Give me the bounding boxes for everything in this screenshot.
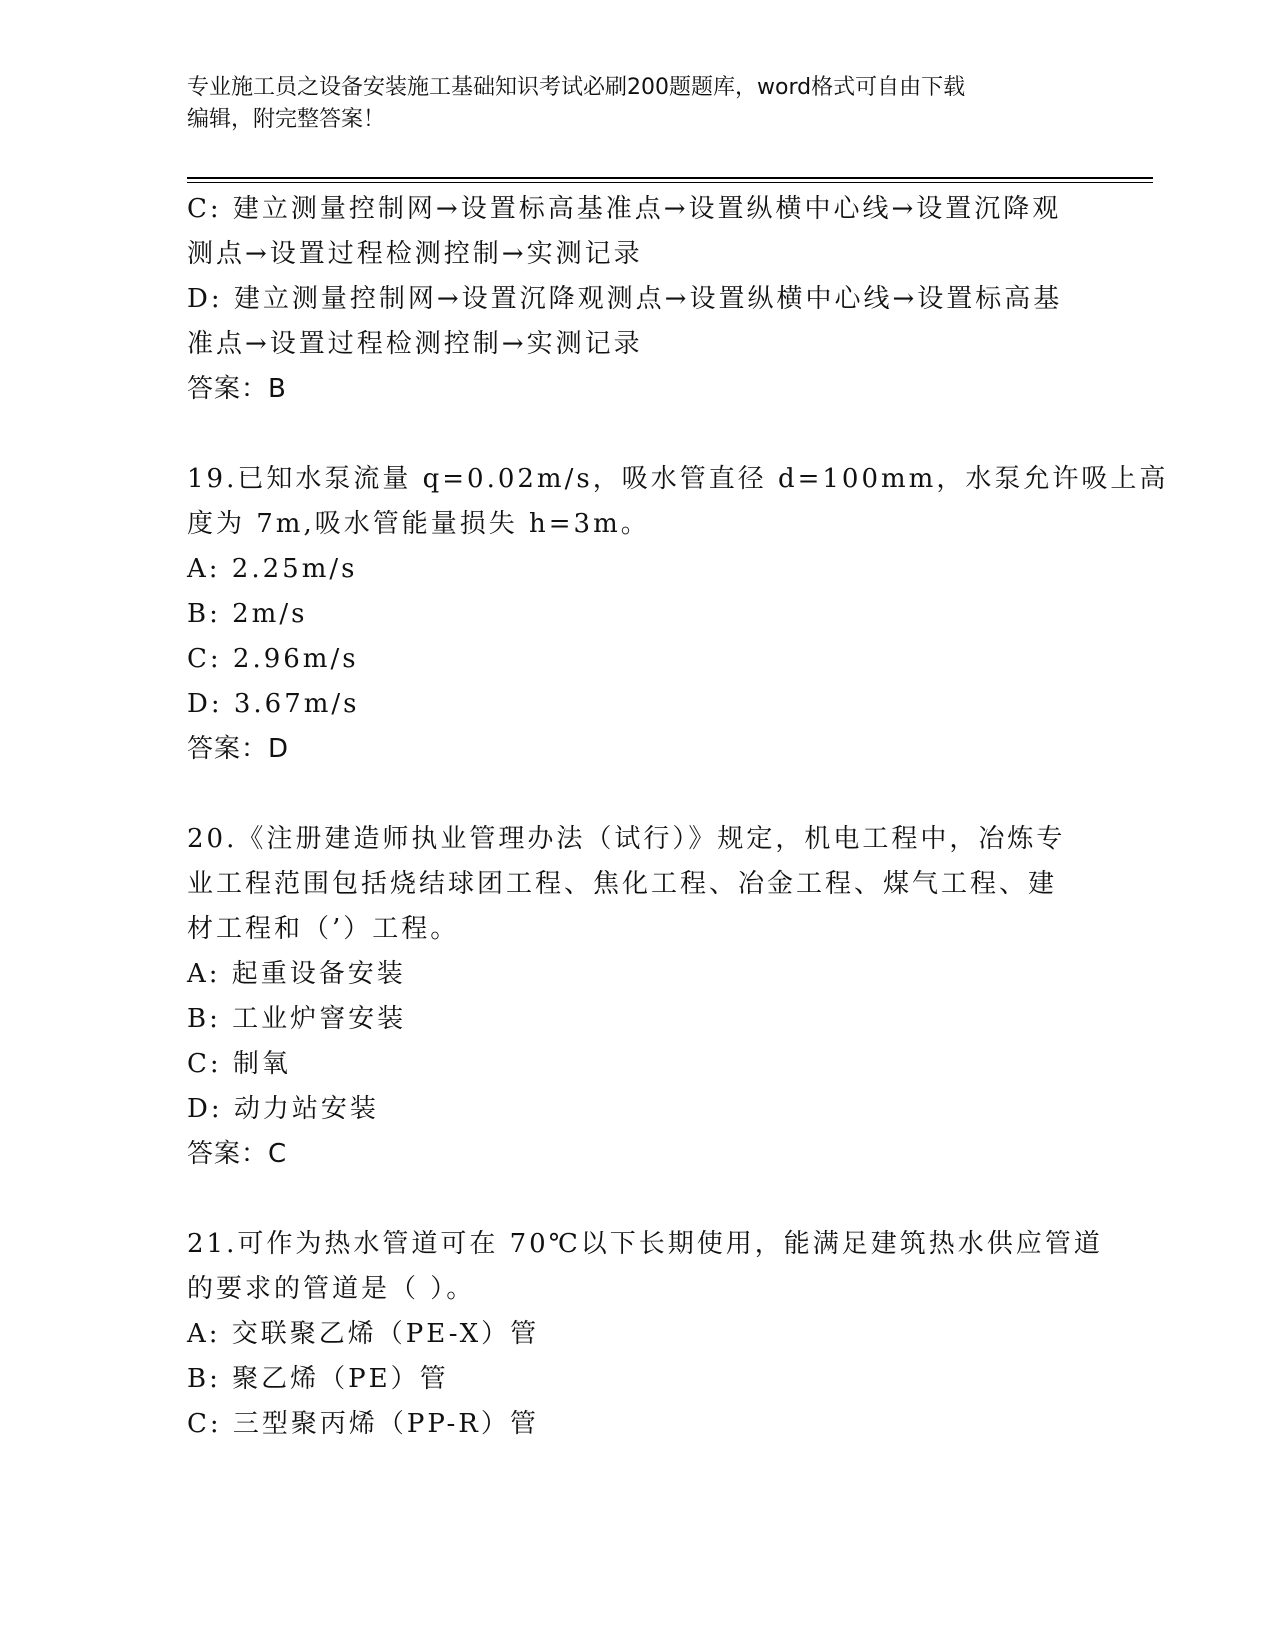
option-d-line-1: D: 建立测量控制网→设置沉降观测点→设置纵横中心线→设置标高基	[187, 284, 1063, 314]
answer: 答案：B	[187, 374, 287, 404]
option-b: B: 聚乙烯（PE）管	[187, 1364, 449, 1394]
question-20	[187, 817, 1087, 1177]
option-b: B: 工业炉窨安装	[187, 1004, 407, 1034]
spacer	[187, 772, 1087, 817]
option-c: C: 三型聚丙烯（PP-R）管	[187, 1409, 539, 1439]
document-body	[187, 187, 1169, 1447]
option-c: C: 制氧	[187, 1049, 291, 1079]
option-c-line-2: 测点→设置过程检测控制→实测记录	[187, 239, 643, 269]
option-d-line-2: 准点→设置过程检测控制→实测记录	[187, 329, 643, 359]
question-stem-line-2: 度为 7m,吸水管能量损失 h=3m。	[187, 509, 650, 539]
question-stem-line-1: 21.可作为热水管道可在 70℃以下长期使用，能满足建筑热水供应管道	[187, 1229, 1103, 1259]
question-stem-line-2: 业工程范围包括烧结球团工程、焦化工程、冶金工程、煤气工程、建	[187, 869, 1058, 899]
question-stem-line-1: 20.《注册建造师执业管理办法（试行）》规定，机电工程中，冶炼专	[187, 824, 1066, 854]
question-21	[187, 1222, 1103, 1447]
spacer	[187, 412, 1087, 457]
option-b: B: 2m/s	[187, 599, 308, 629]
question-stem-line-1: 19.已知水泵流量 q=0.02m/s，吸水管直径 d=100mm，水泵允许吸上高	[187, 464, 1169, 494]
question-18	[187, 187, 1087, 412]
answer: 答案：D	[187, 734, 290, 764]
option-c-line-1: C: 建立测量控制网→设置标高基准点→设置纵横中心线→设置沉降观	[187, 194, 1062, 224]
option-d: D: 3.67m/s	[187, 689, 360, 719]
option-d: D: 动力站安装	[187, 1094, 379, 1124]
option-a: A: 起重设备安装	[187, 959, 406, 989]
header-title-line-2: 编辑，附完整答案！	[187, 107, 386, 132]
option-a: A: 交联聚乙烯（PE-X）管	[187, 1319, 540, 1349]
header-rule-thin	[187, 182, 1153, 183]
header-title-line-1: 专业施工员之设备安装施工基础知识考试必刷200题题库，word格式可自由下载	[187, 75, 966, 100]
question-stem-line-3: 材工程和（’）工程。	[187, 914, 460, 944]
option-a: A: 2.25m/s	[187, 554, 358, 584]
question-stem-line-2: 的要求的管道是（ ）。	[187, 1274, 476, 1304]
spacer	[187, 1177, 1087, 1222]
header-rule-thick	[187, 177, 1153, 179]
question-19	[187, 457, 1169, 772]
page-header	[187, 72, 1087, 136]
answer: 答案：C	[187, 1139, 288, 1169]
option-c: C: 2.96m/s	[187, 644, 359, 674]
